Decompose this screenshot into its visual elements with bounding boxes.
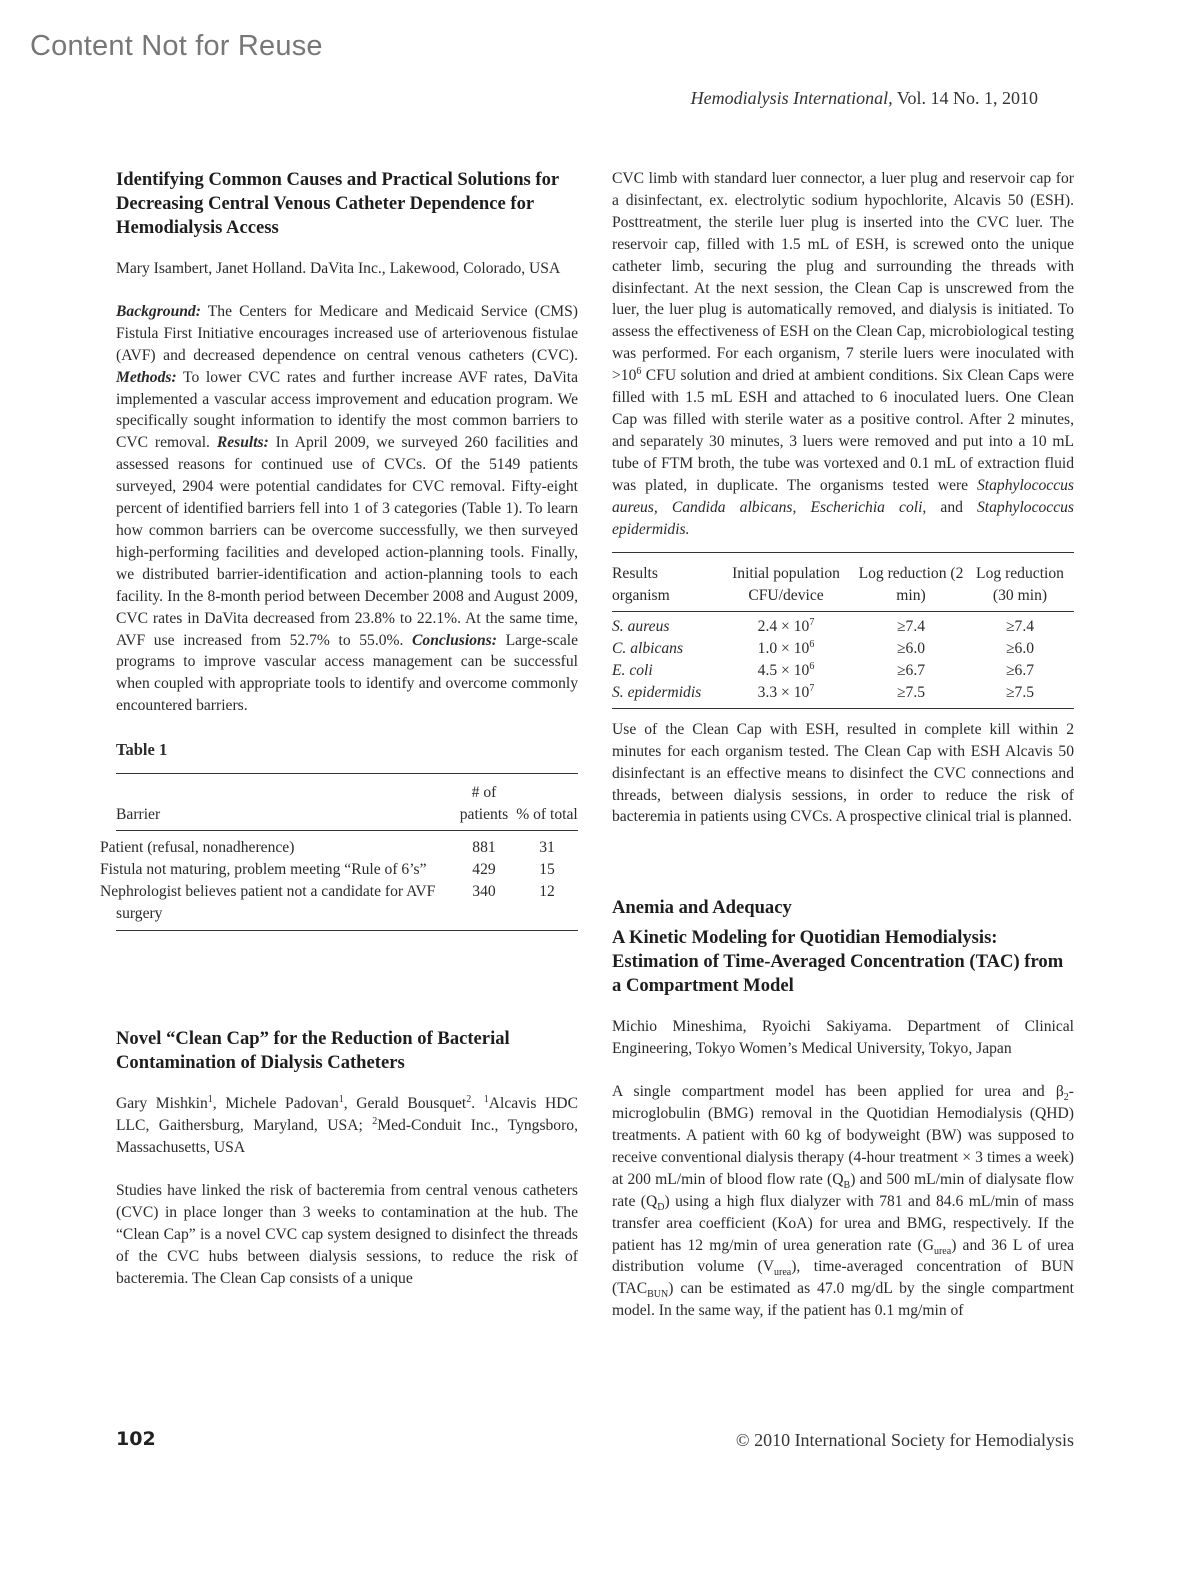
article2-authors <box>116 1093 578 1159</box>
affiliation-mark: 1 <box>338 1094 344 1106</box>
subscript: urea <box>774 1267 792 1279</box>
results-header-2min: Log reduction (2 min) <box>856 553 966 612</box>
subscript: 2 <box>1063 1092 1069 1104</box>
table-row <box>116 859 578 881</box>
table-cell: 31 <box>539 838 555 856</box>
table-cell: Patient (refusal, nonadherence) <box>100 838 295 856</box>
article1-title: Identifying Common Causes and Practical Solutions for Decreasing Central Venous Catheter Dependence for Hemodialysis Access <box>116 169 559 238</box>
body-text: ) and 500 mL/min of dialysate flow rate (Q <box>612 1170 1074 1210</box>
table-cell: ≥6.7 <box>896 662 926 680</box>
right-column <box>612 168 1074 1322</box>
page-number: 102 <box>116 1428 156 1450</box>
table-cell: ≥7.5 <box>1005 683 1035 701</box>
table-row <box>116 881 578 931</box>
article2-body-start: Studies have linked the risk of bacteremia from central venous catheters (CVC) in place longer than 3 weeks to contamination at the hub. The “Clean Cap” is a novel CVC cap system designed to disinfect the threads of the CVC hubs between dialysis sessions, to reduce the risk of bacteremia. The Clean Cap consists of a unique <box>116 1182 578 1287</box>
organism-names: Staphylococcus aureus, Candida albicans, Escherichia coli, <box>612 476 1074 516</box>
article2-conclusion: Use of the Clean Cap with ESH, resulted in complete kill within 2 minutes for each organism tested. The Clean Cap with ESH Alcavis 50 disinfectant is an effective means to disinfect the CVC connections and threads, between dialysis sessions, in order to reduce the risk of bacteremia in patients using CVCs. A prospective clinical trial is planned. <box>612 720 1074 826</box>
watermark: Content Not for Reuse <box>30 30 323 62</box>
body-text: ) can be estimated as 47.0 mg/dL by the single compartment model. In the same way, if the patient has 0.1 mg/min of <box>612 1280 1074 1320</box>
table-cell: ≥6.7 <box>1005 662 1035 680</box>
subscript: D <box>657 1201 665 1213</box>
table1-header-barrier: Barrier <box>116 774 452 831</box>
author-text: Gary Mishkin <box>116 1095 208 1113</box>
table-cell: 340 <box>472 882 496 900</box>
article3-authors: Michio Mineshima, Ryoichi Sakiyama. Department of Clinical Engineering, Tokyo Women’s Medical University, Tokyo, Japan <box>612 1018 1074 1058</box>
subscript: BUN <box>647 1289 669 1301</box>
author-text: , Gerald Bousquet <box>343 1095 467 1113</box>
table-cell: $3.3 \times 10^7$ <box>757 682 815 701</box>
body-text: ), time-averaged concentration of BUN (TAC <box>612 1258 1075 1298</box>
table1-title: Table 1 <box>116 740 168 760</box>
body-text: ) and 36 L of urea distribution volume (V <box>612 1236 1074 1276</box>
table-row <box>612 638 1074 660</box>
table-cell: Fistula not maturing, problem meeting “Rule of 6’s” <box>100 860 427 878</box>
section-heading: Anemia and Adequacy <box>612 897 792 919</box>
table1-header-patients: # of patients <box>452 774 516 831</box>
organism-names: Staphylococcus epidermidis. <box>612 498 1074 538</box>
table-cell: 429 <box>472 860 496 878</box>
results-header-organism: Results organism <box>612 553 716 612</box>
exponent: 6 <box>636 365 642 377</box>
subscript: B <box>843 1179 851 1191</box>
body-text: CVC limb with standard luer connector, a luer plug and reservoir cap for a disinfectant, ex. electrolytic sodium hypochlorite, Alcavis 50 (ESH). Posttreatment, the sterile luer plug is inserted into the CVC luer. The reservoir cap, filled with 1.5 mL of ESH, is screwed onto the unique catheter limb, securing the plug and surrounding the threads with disinfectant. At the next session, the Clean Cap is unscrewed from the luer, the luer plug is automatically removed, and dialysis is initiated. To assess the effectiveness of ESH on the Clean Cap, microbiological testing was performed. For each organism, 7 sterile luers were inoculated with >10 <box>612 170 1074 385</box>
subscript: urea <box>933 1245 952 1257</box>
table-cell: $1.0 \times 10^6$ <box>757 638 815 658</box>
table-cell: $2.4 \times 10^7$ <box>757 617 815 636</box>
body-text: -microglobulin (BMG) removal in the Quotidian Hemodialysis (QHD) treatments. A patient with 60 kg of bodyweight (BW) was supposed to receive conventional dialysis therapy (4-hour treatment × 3 times a week) at 200 mL/min of blood flow rate (Q <box>612 1083 1074 1188</box>
table-cell: S. epidermidis <box>612 683 702 701</box>
article3-body <box>612 1081 1074 1322</box>
table-cell: C. albicans <box>612 640 684 658</box>
article1-authors: Mary Isambert, Janet Holland. DaVita Inc., Lakewood, Colorado, USA <box>116 260 561 277</box>
methods-label: Methods: <box>116 368 177 386</box>
table-cell: ≥6.0 <box>1005 640 1035 658</box>
left-column <box>100 168 578 1290</box>
results-text: In April 2009, we surveyed 260 facilities and assessed reasons for continued use of CVCs. Of the 5149 patients surveyed, 2904 were potential candidates for CVC removal. Fifty-eight percent of identified barriers fell into 1 of 3 categories (Table 1). To learn how common barriers can be overcome successfully, we then surveyed high-performing facilities and developed action-planning tools. Finally, we distributed barrier-identification and action-planning tools to each facility. In the 8-month period between December 2008 and August 2009, CVC rates in DaVita decreased from 23.8% to 22.1%. At the same time, AVF use increased from 52.7% to 55.0%. <box>116 434 578 649</box>
table-cell: S. aureus <box>612 618 670 636</box>
table-row <box>612 612 1074 638</box>
article2-title: Novel “Clean Cap” for the Reduction of Bacterial Contamination of Dialysis Catheters <box>116 1028 510 1074</box>
table-cell: 12 <box>539 882 555 900</box>
table-cell: ≥7.4 <box>896 618 926 636</box>
affiliation-mark: 2 <box>372 1116 378 1128</box>
table1 <box>100 773 578 931</box>
results-table <box>612 552 1074 708</box>
table-cell: ≥7.5 <box>896 683 926 701</box>
journal-name: Hemodialysis International, <box>690 88 893 108</box>
methods-text: To lower CVC rates and further increase AVF rates, DaVita implemented a vascular access improvement and education program. We specifically sought information to identify the most common barriers to CVC removal. <box>116 368 578 452</box>
affiliation-mark: 2 <box>466 1094 472 1106</box>
affiliation-text: Med-Conduit Inc., Tyngsboro, Massachusetts, USA <box>116 1117 578 1157</box>
running-head <box>600 88 1038 109</box>
conclusions-text: Large-scale programs to improve vascular access management can be successful when coupled with appropriate tools to identify and overcome commonly encountered barriers. <box>116 631 578 715</box>
journal-volume: Vol. 14 No. 1, 2010 <box>896 88 1038 108</box>
body-text: ) using a high flux dialyzer with 781 and 84.6 mL/min of mass transfer area coefficient (KoA) for urea and BMG, respectively. If the patient has 12 mg/min of urea generation rate (G <box>612 1192 1074 1254</box>
table-cell: $4.5 \times 10^6$ <box>757 660 815 680</box>
results-header-population: Initial population CFU/device <box>716 553 856 612</box>
table-cell: ≥7.4 <box>1005 618 1035 636</box>
table-cell: E. coli <box>612 662 653 680</box>
article3-title: A Kinetic Modeling for Quotidian Hemodialysis: Estimation of Time-Averaged Concentration (TAC) from a Compartment Model <box>612 927 1064 997</box>
table-cell: 881 <box>472 838 496 856</box>
background-label: Background: <box>116 302 201 320</box>
body-text: CFU solution and dried at ambient conditions. Six Clean Caps were filled with 1.5 mL ESH and attached to 6 inoculated luers. One Clean Cap was filled with sterile water as a positive control. After 2 minutes, and separately 30 minutes, 3 luers were removed and put into a 10 mL tube of FTM broth, the tube was vortexed and 0.1 mL of extraction fluid was plated, in duplicate. The organisms tested were <box>612 367 1074 494</box>
results-label: Results: <box>216 434 269 452</box>
body-text: A single compartment model has been applied for urea and β <box>612 1083 1064 1101</box>
affiliation-mark: 1 <box>207 1094 213 1106</box>
conclusions-label: Conclusions: <box>412 631 497 649</box>
table-row <box>116 830 578 858</box>
table-row <box>612 682 1074 708</box>
article1-abstract <box>116 301 578 717</box>
results-header-30min: Log reduction (30 min) <box>966 553 1074 612</box>
affiliation-mark: 1 <box>483 1094 489 1106</box>
affiliation-text: Alcavis HDC LLC, Gaithersburg, Maryland, USA; <box>116 1095 578 1135</box>
table-row <box>612 660 1074 682</box>
background-text: The Centers for Medicare and Medicaid Service (CMS) Fistula First Initiative encourages increased use of arteriovenous fistulae (AVF) and decreased dependence on central venous catheters (CVC). <box>116 302 578 364</box>
table1-header-percent: % of total <box>516 774 578 831</box>
author-text: , Michele Padovan <box>212 1095 339 1113</box>
table-cell: ≥6.0 <box>896 640 926 658</box>
article2-body-continued <box>612 168 1074 540</box>
author-text: . <box>471 1095 484 1113</box>
table-cell: 15 <box>539 860 555 878</box>
body-text: and <box>926 498 977 516</box>
copyright-notice: © 2010 International Society for Hemodialysis <box>735 1430 1074 1450</box>
table-cell: Nephrologist believes patient not a candidate for AVF surgery <box>100 882 436 922</box>
